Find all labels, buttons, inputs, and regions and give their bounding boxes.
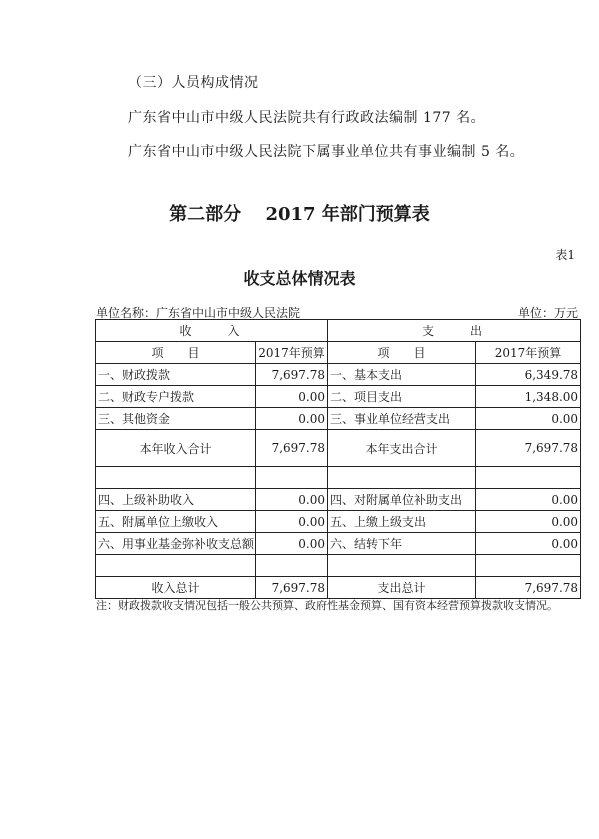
table-row: [96, 489, 581, 511]
total-row: [96, 577, 581, 599]
income-value: 0.00: [256, 408, 328, 430]
income-label: 一、财政拨款: [96, 364, 256, 386]
section-header-row: [96, 320, 581, 342]
expense-total-value: 7,697.78: [476, 577, 581, 599]
income-label: 二、财政专户拨款: [96, 386, 256, 408]
income-label: 三、其他资金: [96, 408, 256, 430]
income-item-header: 项 目: [96, 342, 256, 364]
unit-organization: 单位名称：广东省中山市中级人民法院: [96, 306, 301, 320]
unit-currency: 单位：万元: [517, 306, 578, 320]
column-header-row: [96, 342, 581, 364]
empty-row: [96, 555, 581, 577]
income-value: 0.00: [256, 489, 328, 511]
staff-line-administrative: 广东省中山市中级人民法院共有行政政法编制 177 名。: [128, 110, 486, 126]
table-title: 收支总体情况表: [243, 269, 356, 288]
empty-row: [96, 467, 581, 489]
part-title: 第二部分 2017 年部门预算表: [169, 204, 430, 225]
income-value: 0.00: [256, 533, 328, 555]
expense-value: 0.00: [476, 511, 581, 533]
expense-value: 1,348.00: [476, 386, 581, 408]
income-subtotal-label: 本年收入合计: [96, 430, 256, 467]
income-total-value: 7,697.78: [256, 577, 328, 599]
subtotal-row: [96, 430, 581, 467]
income-budget-header: 2017年预算: [256, 342, 328, 364]
table-row: [96, 511, 581, 533]
income-label: 六、用事业基金弥补收支总额: [96, 533, 256, 555]
table-row: [96, 408, 581, 430]
expense-label: 三、事业单位经营支出: [328, 408, 476, 430]
expense-value: 0.00: [476, 489, 581, 511]
expense-budget-header: 2017年预算: [476, 342, 581, 364]
expense-subtotal-label: 本年支出合计: [328, 430, 476, 467]
expense-value: 0.00: [476, 533, 581, 555]
expense-value: 0.00: [476, 408, 581, 430]
table-row: [96, 533, 581, 555]
income-value: 0.00: [256, 386, 328, 408]
expense-value: 6,349.78: [476, 364, 581, 386]
expense-item-header: 项 目: [328, 342, 476, 364]
income-value: 7,697.78: [256, 364, 328, 386]
section-heading: （三）人员构成情况: [128, 75, 259, 91]
expense-label: 一、基本支出: [328, 364, 476, 386]
footnote: 注：财政拨款收支情况包括一般公共预算、政府性基金预算、国有资本经营预算拨款收支情况。: [96, 599, 558, 612]
income-subtotal-value: 7,697.78: [256, 430, 328, 467]
table-row: [96, 386, 581, 408]
expense-total-label: 支出总计: [328, 577, 476, 599]
expense-label: 四、对附属单位补助支出: [328, 489, 476, 511]
expense-header: 支 出: [328, 320, 581, 342]
income-total-label: 收入总计: [96, 577, 256, 599]
budget-summary-table: [95, 319, 581, 599]
table-row: [96, 364, 581, 386]
table-number: 表1: [555, 248, 575, 262]
income-value: 0.00: [256, 511, 328, 533]
staff-line-institution: 广东省中山市中级人民法院下属事业单位共有事业编制 5 名。: [128, 144, 525, 160]
expense-label: 五、上缴上级支出: [328, 511, 476, 533]
income-label: 五、附属单位上缴收入: [96, 511, 256, 533]
expense-subtotal-value: 7,697.78: [476, 430, 581, 467]
expense-label: 二、项目支出: [328, 386, 476, 408]
income-header: 收 入: [96, 320, 328, 342]
expense-label: 六、结转下年: [328, 533, 476, 555]
income-label: 四、上级补助收入: [96, 489, 256, 511]
